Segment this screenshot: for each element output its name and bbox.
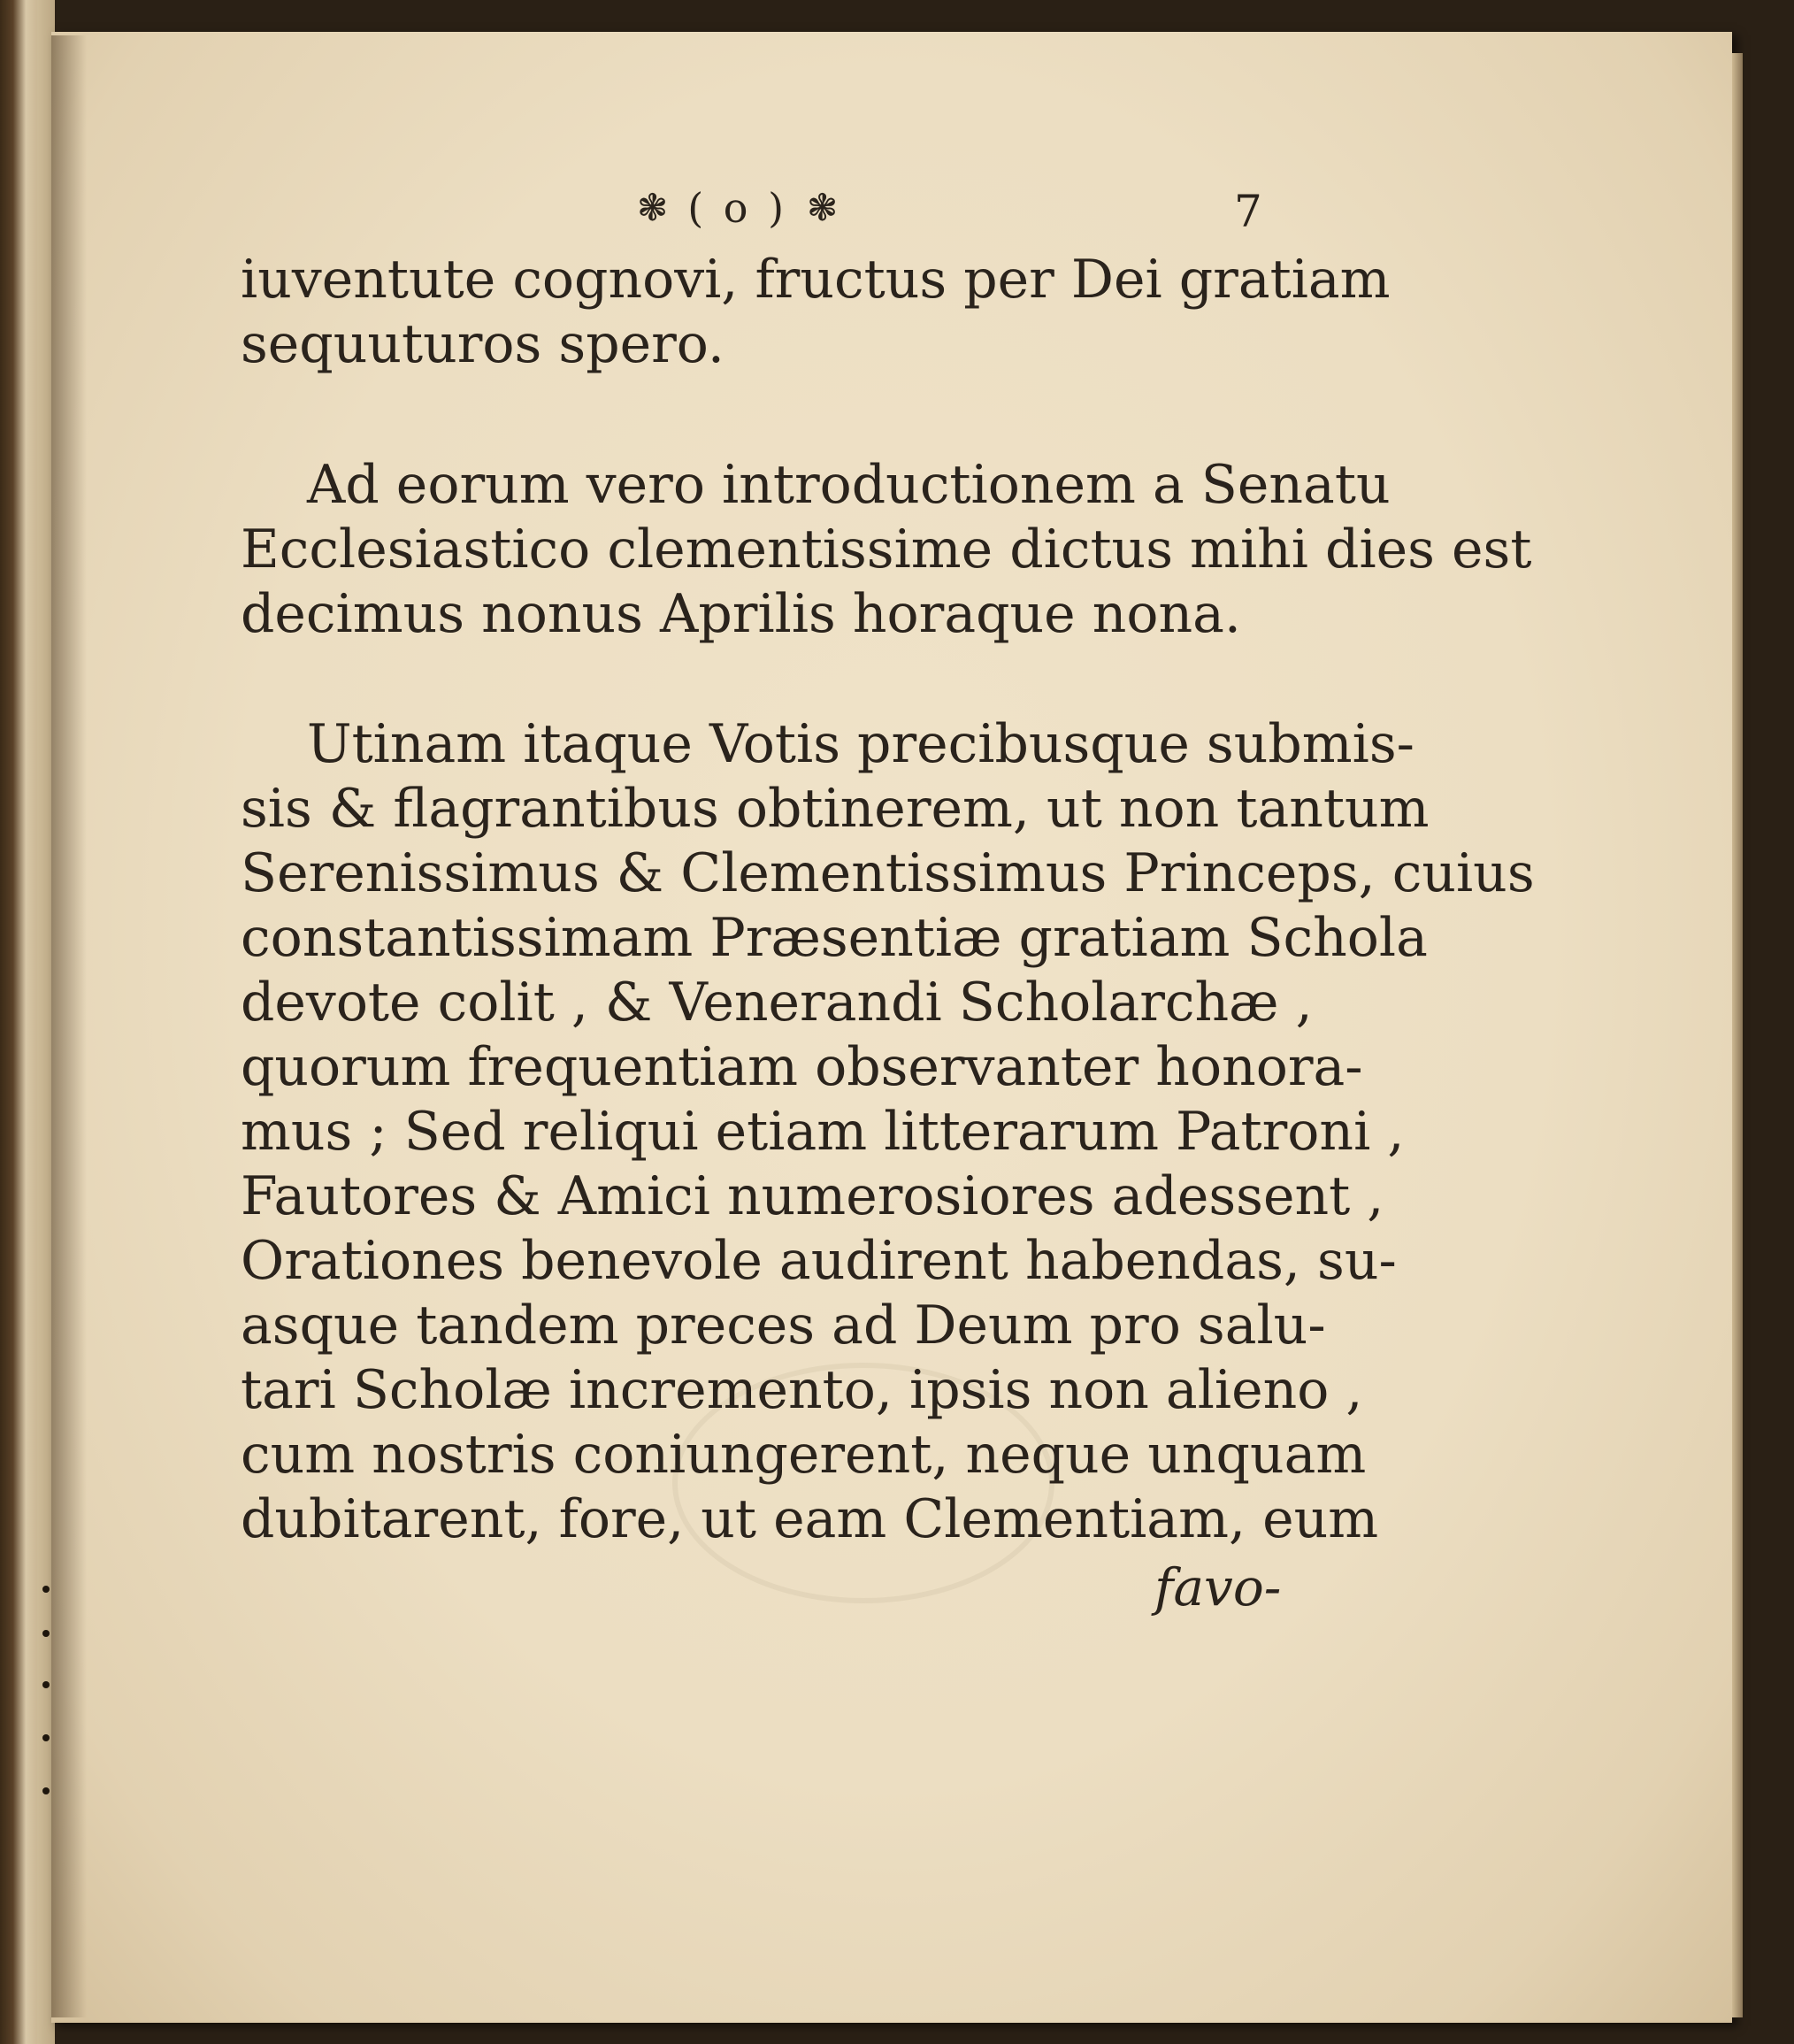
text-line: cum nostris coniungerent, neque unquam xyxy=(241,1424,1367,1486)
text-line: sis & flagrantibus obtinerem, ut non tantum xyxy=(241,778,1430,840)
page-fore-edge xyxy=(1732,53,1743,2017)
gutter-shadow xyxy=(51,35,87,2017)
text-line: iuventute cognovi, fructus per Dei gratiam xyxy=(241,249,1391,311)
text-line: sequuturos spero. xyxy=(241,313,724,375)
book-spine xyxy=(0,0,37,2044)
text-line: Ad eorum vero introductionem a Senatu xyxy=(307,454,1391,516)
stitch-hole xyxy=(42,1586,50,1593)
text-line: tari Scholæ incremento, ipsis non alieno , xyxy=(241,1359,1363,1421)
text-line: mus ; Sed reliqui etiam litterarum Patroni , xyxy=(241,1101,1405,1163)
flower-ornament-icon: ❃ xyxy=(807,186,839,229)
stitch-hole xyxy=(42,1787,50,1794)
catchword: favo- xyxy=(1154,1557,1282,1618)
text-line: dubitarent, fore, ut eam Clementiam, eum xyxy=(241,1488,1379,1550)
signature-mark: ( o ) xyxy=(687,184,788,232)
page-number: 7 xyxy=(1234,186,1262,237)
text-line: devote colit , & Venerandi Scholarchæ , xyxy=(241,972,1313,1034)
text-line: Ecclesiastico clementissime dictus mihi dies est xyxy=(241,519,1532,580)
text-line: Utinam itaque Votis precibusque submis- xyxy=(307,713,1414,775)
stitch-hole xyxy=(42,1630,50,1637)
text-line: asque tandem preces ad Deum pro salu- xyxy=(241,1295,1326,1356)
stitch-hole xyxy=(42,1681,50,1688)
text-line: constantissimam Præsentiæ gratiam Schola xyxy=(241,907,1428,969)
stitch-hole xyxy=(42,1734,50,1741)
paragraph-2 xyxy=(241,453,1532,647)
running-header xyxy=(637,181,938,234)
paragraph-3 xyxy=(241,712,1535,1552)
text-line: Fautores & Amici numerosiores adessent , xyxy=(241,1165,1384,1227)
flower-ornament-icon: ❃ xyxy=(637,186,669,229)
text-line: Serenissimus & Clementissimus Princeps, cuius xyxy=(241,842,1535,904)
text-line: decimus nonus Aprilis horaque nona. xyxy=(241,583,1241,645)
text-line: Orationes benevole audirent habendas, su- xyxy=(241,1230,1397,1292)
text-line: quorum frequentiam observanter honora- xyxy=(241,1036,1363,1098)
paragraph-1 xyxy=(241,248,1391,377)
